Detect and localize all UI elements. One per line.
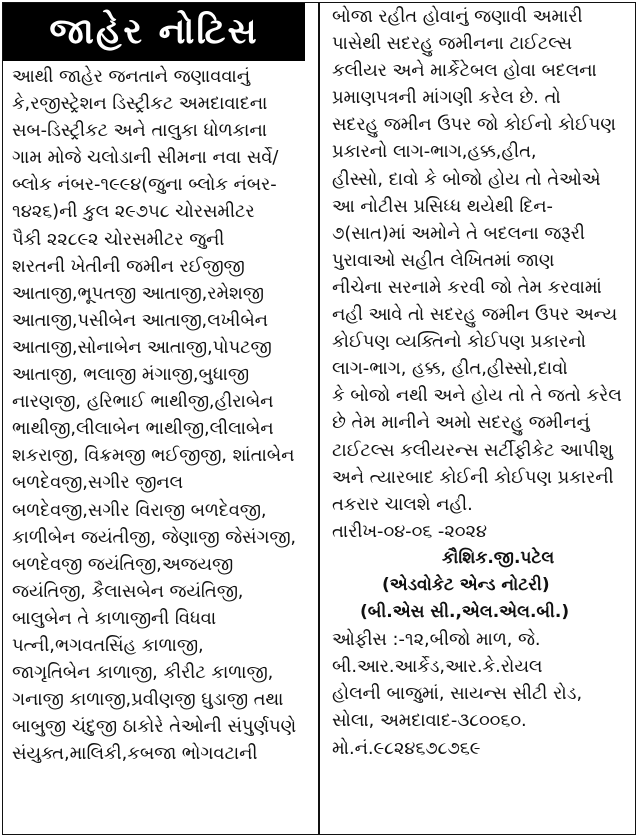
notice-line: આતાજી, ભલાજી મંગાજી,બુધાજી [12,364,249,386]
notice-line: ગનાજી કાળાજી,પ્રવીણજી ઘુડાજી તથા [12,689,284,711]
notice-line: બળદેવજી,સગીર જીનલ [12,472,183,494]
notice-line: અને ત્યારબાદ કોઈની કોઈપણ પ્રકારની [332,466,614,488]
notice-line: નારણજી, હરિભાઈ ભાથીજી,હીરાબેન [12,391,274,413]
notice-line: કલીયર અને માર્કેટેબલ હોવા બદલના [332,60,597,82]
notice-line: સબ-ડિસ્ટ્રીકટ અને તાલુકા ધોળકાના [12,120,267,142]
notice-line: જાગૃતિબેન કાળાજી, કીરીટ કાળાજી, [12,662,274,684]
notice-line: બોજા રહીત હોવાનું જણાવી અમારી [332,6,583,27]
notice-line: બળદેવજી,સગીર વિરાજી બળદેવજી, [12,499,267,521]
notice-line: પુરાવાઓ સહીત લેખિતમાં જાણ [332,249,555,271]
notice-line: લાગ-ભાગ, હક્ક, હીત,હીસ્સો,દાવો [332,358,568,380]
notice-line: ગામ મોજે ચલોડાની સીમના નવા સર્વે/ [12,147,279,169]
notice-line: આ નોટીસ પ્રસિધ્ધ થયેથી દિન- [332,195,553,217]
notice-line: પાસેથી સદરહુ જમીનના ટાઈટલ્સ [332,33,572,55]
notice-line: કોઈપણ વ્યક્તિનો કોઈપણ પ્રકારનો [332,331,586,353]
notice-line: બળદેવજી જયંતિજી,અજયજી [12,553,234,575]
signatory-title: (એડવોકેટ એન્ડ નોટરી) [382,574,550,595]
notice-line: સદરહુ જમીન ઉપર જો કોઈનો કોઈપણ [332,114,616,136]
right-column [332,3,630,762]
notice-line: બાલુબેન તે કાળાજીની વિધવા [12,607,217,629]
notice-line: કાળીબેન જયંતીજી, જેણાજી જેસંગજી, [12,526,297,548]
notice-line: આતાજી,પસીબેન આતાજી,લખીબેન [12,309,268,331]
notice-line: સંયુક્ત,માલિકી,કબજા ભોગવટાની [12,743,258,765]
notice-line: આતાજી,ભૂપતજી આતાજી,રમેશજી [12,282,264,304]
signatory-name: કૌશિક.જી.પટેલ [442,547,555,568]
address-line: ઓફીસ :-૧૨,બીજો માળ, જે. [332,629,541,651]
notice-line: જયંતિજી, કૈલાસબેન જયંતિજી, [12,580,244,602]
notice-line: ભાથીજી,લીલાબેન ભાથીજી,લીલાબેન [12,418,274,440]
notice-line: બાબુજી ચંદુજી ઠાકોરે તેઓની સંપુર્ણપણે [12,716,296,738]
notice-line: પ્રમાણપત્રની માંગણી કરેલ છે. તો [332,87,561,109]
phone-number: મો.નં.૯૮૨૪૬૭૮૭૬૯ [332,737,481,759]
notice-line: હીસ્સો, દાવો કે બોજો હોય તો તેઓએ [332,168,601,190]
left-column [12,63,312,767]
notice-line: છે તેમ માનીને અમો સદરહુ જમીનનું [332,412,590,434]
notice-line: શરતની ખેતીની જમીન રઈજીજી [12,255,245,277]
notice-line: નહી આવે તો સદરહુ જમીન ઉપર અન્ય [332,304,618,326]
notice-line: નીચેના સરનામે કરવી જો તેમ કરવામાં [332,276,602,298]
notice-line: પત્ની,ભગવતસિંહ કાળાજી, [12,634,204,656]
notice-line: ૭(સાત)માં અમોને તે બદલના જરૂરી [332,222,585,244]
notice-line: કે,રજીસ્ટ્રેશન ડિસ્ટ્રીકટ અમદાવાદના [12,93,268,115]
address-line: હોલની બાજુમાં, સાયન્સ સીટી રોડ, [332,683,583,705]
address-line: બી.આર.આર્કેડ,આર.કે.રોયલ [332,656,543,678]
notice-line: બ્લોક નંબર-૧૯૯૪(જુના બ્લોક નંબર- [12,174,277,196]
notice-line: કે બોજો નથી અને હોય તો તે જતો કરેલ [332,385,622,407]
notice-line: આથી જાહેર જનતાને જણાવવાનું [12,66,251,87]
notice-heading: જાહેર નોટિસ [3,3,305,61]
notice-line: પૈકી ૨૨૮૯૨ ચોરસમીટર જુની [12,228,225,250]
notice-date: તારીખ-૦૪-૦૬ -૨૦૨૪ [332,520,487,542]
notice-line: આતાજી,સોનાબેન આતાજી,પોપટજી [12,336,272,358]
signatory-degree: (બી.એસ સી.,એલ.એલ.બી.) [360,602,570,623]
notice-line: ટાઈટલ્સ કલીયરન્સ સર્ટીફીકેટ આપીશુ [332,439,614,461]
address-line: સોલા, અમદાવાદ-૩૮૦૦૬૦. [332,710,527,732]
column-divider [318,2,320,835]
notice-line: ૧૪૨૬)ની કુલ ૨૯૭૫૮ ચોરસમીટર [12,201,255,223]
notice-line: શકરાજી, વિક્રમજી ભઈજીજી, શાંતાબેન [12,445,295,467]
notice-line: તકરાર ચાલશે નહી. [332,493,473,515]
notice-line: પ્રકારનો લાગ-ભાગ,હક્ક,હીત, [332,141,537,163]
